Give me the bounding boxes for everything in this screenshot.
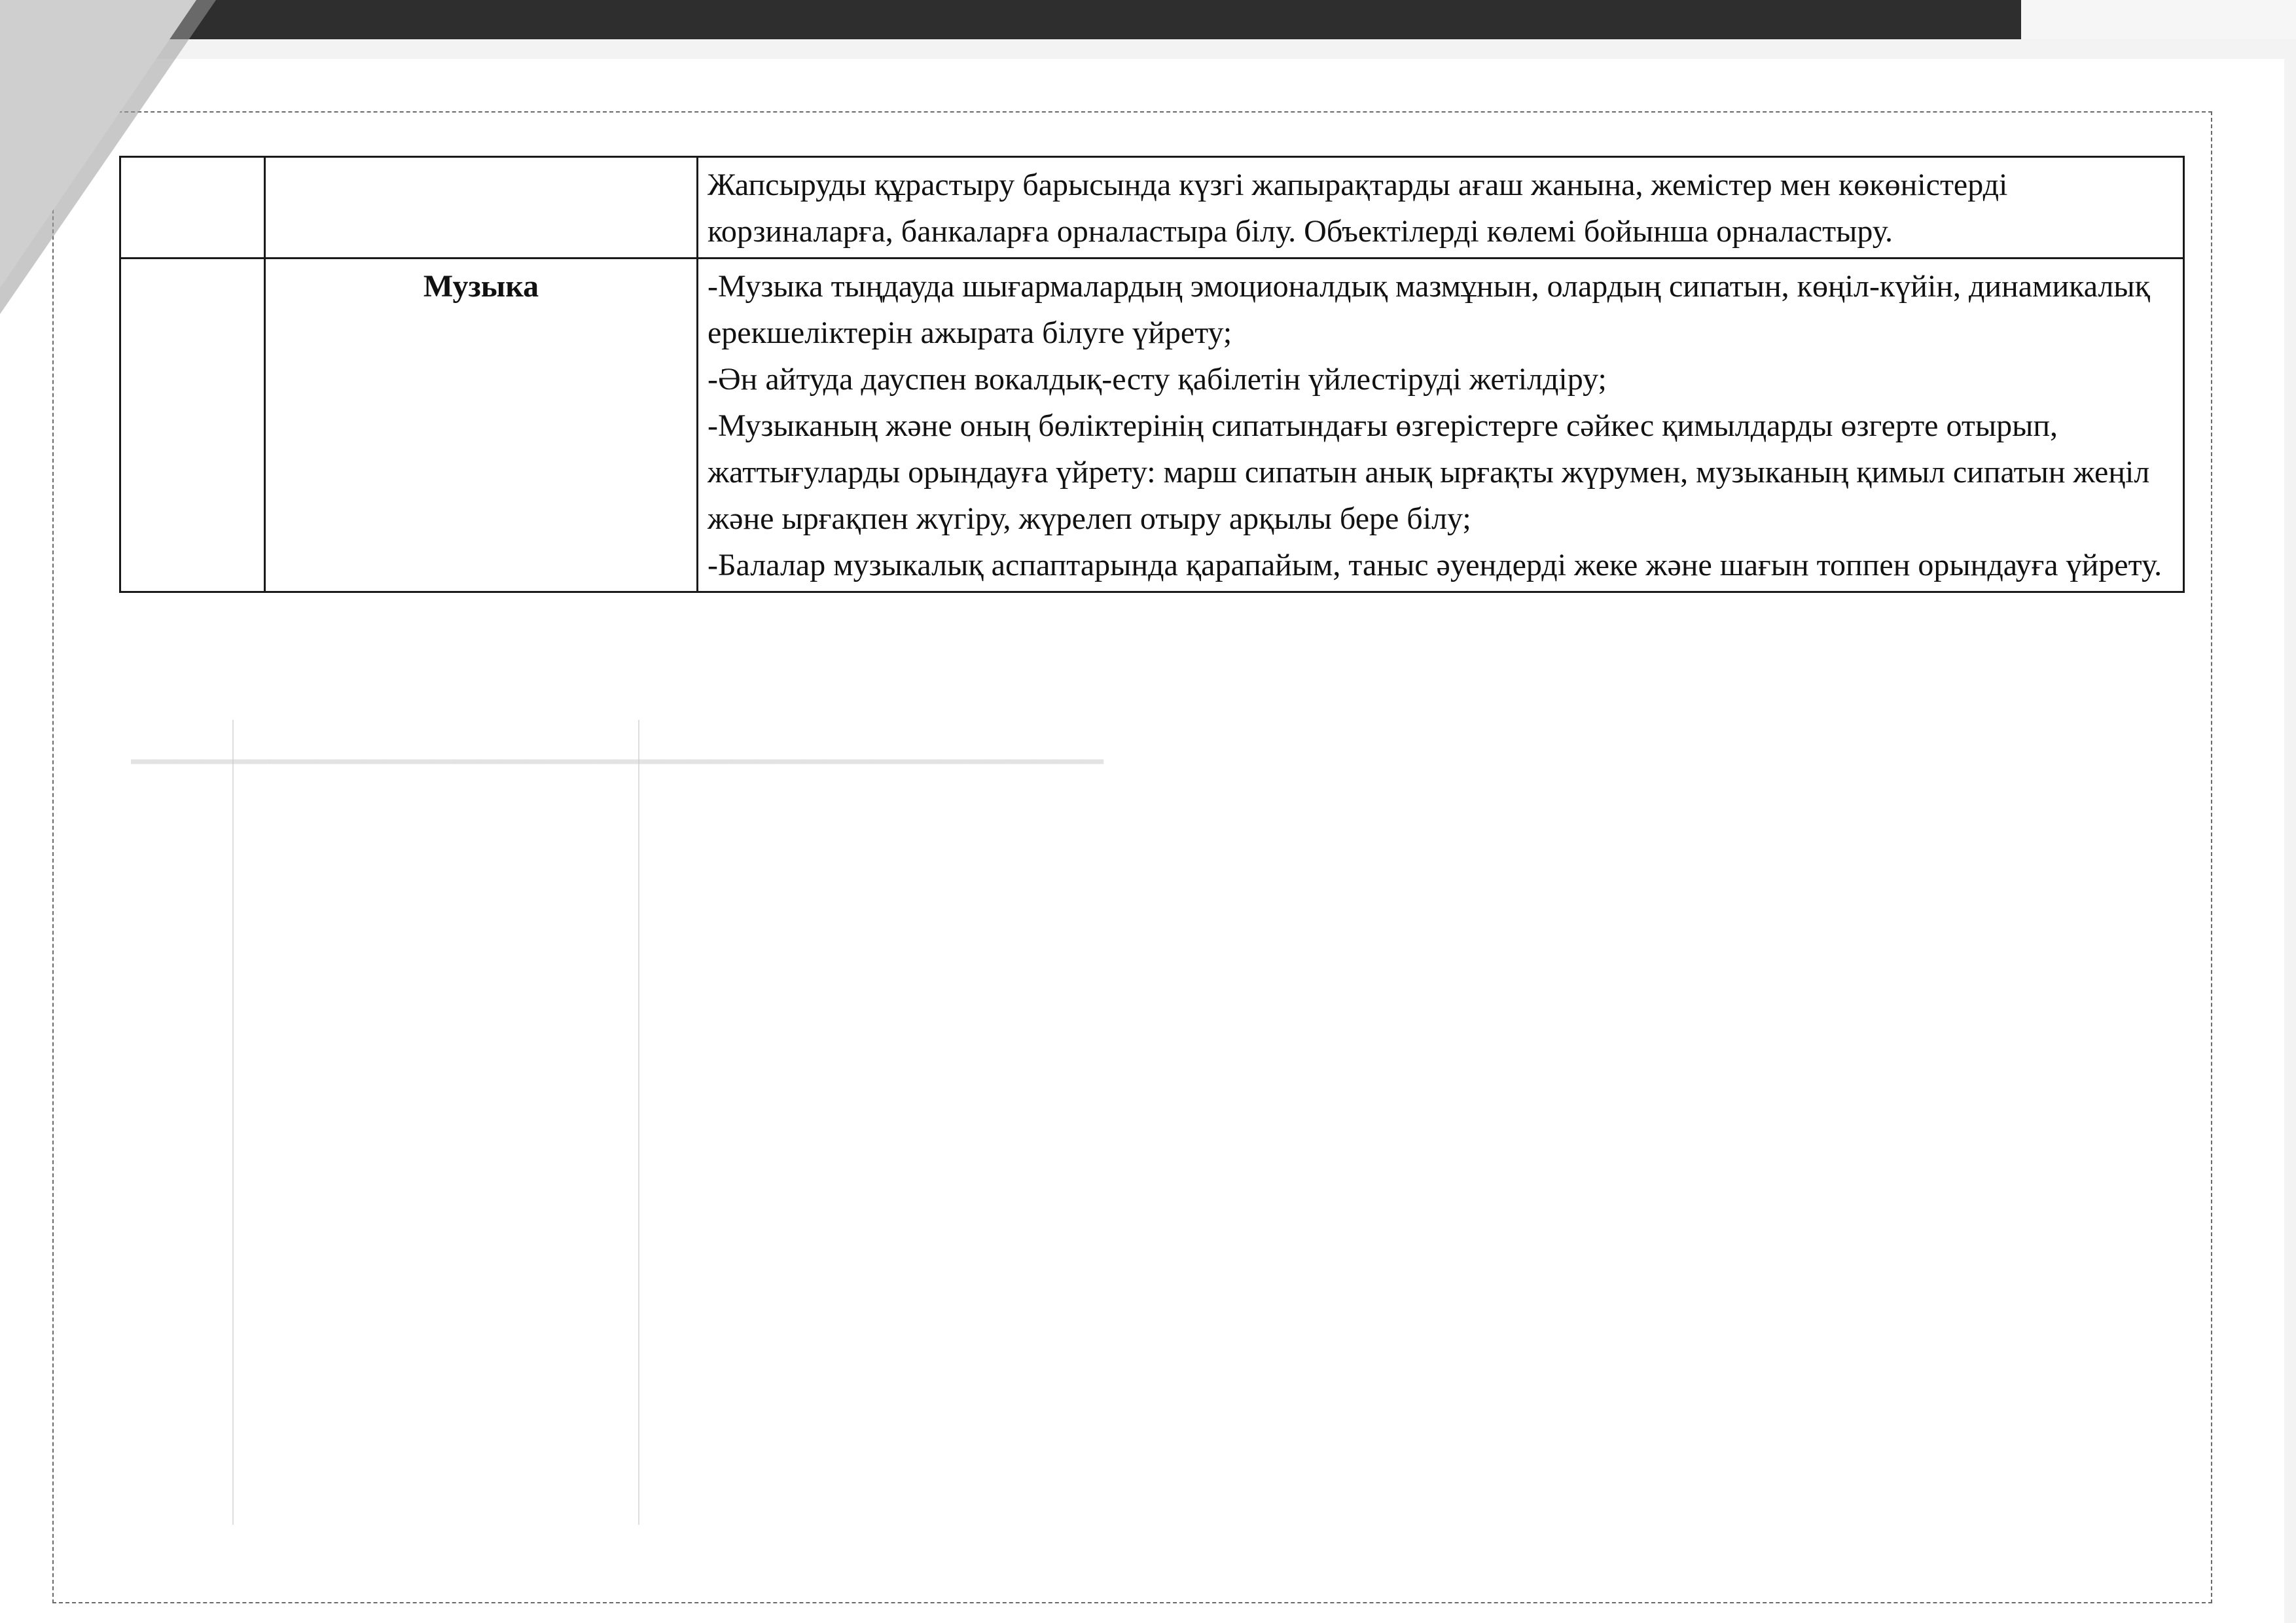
curriculum-table [119,156,2185,593]
scan-background-right [2021,0,2296,39]
table-row [120,157,2184,259]
description-line: Жапсыруды құрастыру барысында күзгі жапырақтарды ағаш жанына, жемістер мен көкөністерді корзиналарға, банкаларға орналастыра білу. Объектілерді көлемі бойынша орналастыру. [708,168,2008,249]
description-line: -Музыка тыңдауда шығармалардың эмоционалдық мазмұнын, олардың сипатын, көңіл-күйін, динамикалық ерекшеліктерін ажырата білуге үйрету; [708,269,2150,350]
description-line: -Балалар музыкалық аспаптарында қарапайым, таныс әуендерді жеке және шағын топпен орындауға үйрету. [708,548,2162,582]
table-cell-empty [120,259,265,592]
description-line: -Ән айтуда дауспен вокалдық-есту қабілетін үйлестіруді жетілдіру; [708,362,1607,397]
subject-label: Музыка [423,269,539,304]
description-cell [698,259,2184,592]
table-row [120,259,2184,592]
subject-cell [265,259,698,592]
subject-cell [265,157,698,259]
table-cell-empty [120,157,265,259]
description-cell [698,157,2184,259]
show-through-text: ▁▁▁▁▁▁▁▁▁▁▁▁▁▁▁▁▁▁▁▁▁▁▁▁▁▁▁▁▁▁▁▁▁▁▁▁▁▁▁▁▁▁ [131,730,1103,763]
scan-background [0,0,2296,39]
description-line: -Музыканың және оның бөліктерінің сипатындағы өзгерістерге сәйкес қимылдарды өзгерте отырып, жаттығуларды орындауға үйрету: марш сипатын анық ырғақты жүрумен, музыканың қимыл сипатын жеңіл және ырғақпен жүгіру, жүрелеп отыру арқылы бере білу; [708,408,2150,536]
